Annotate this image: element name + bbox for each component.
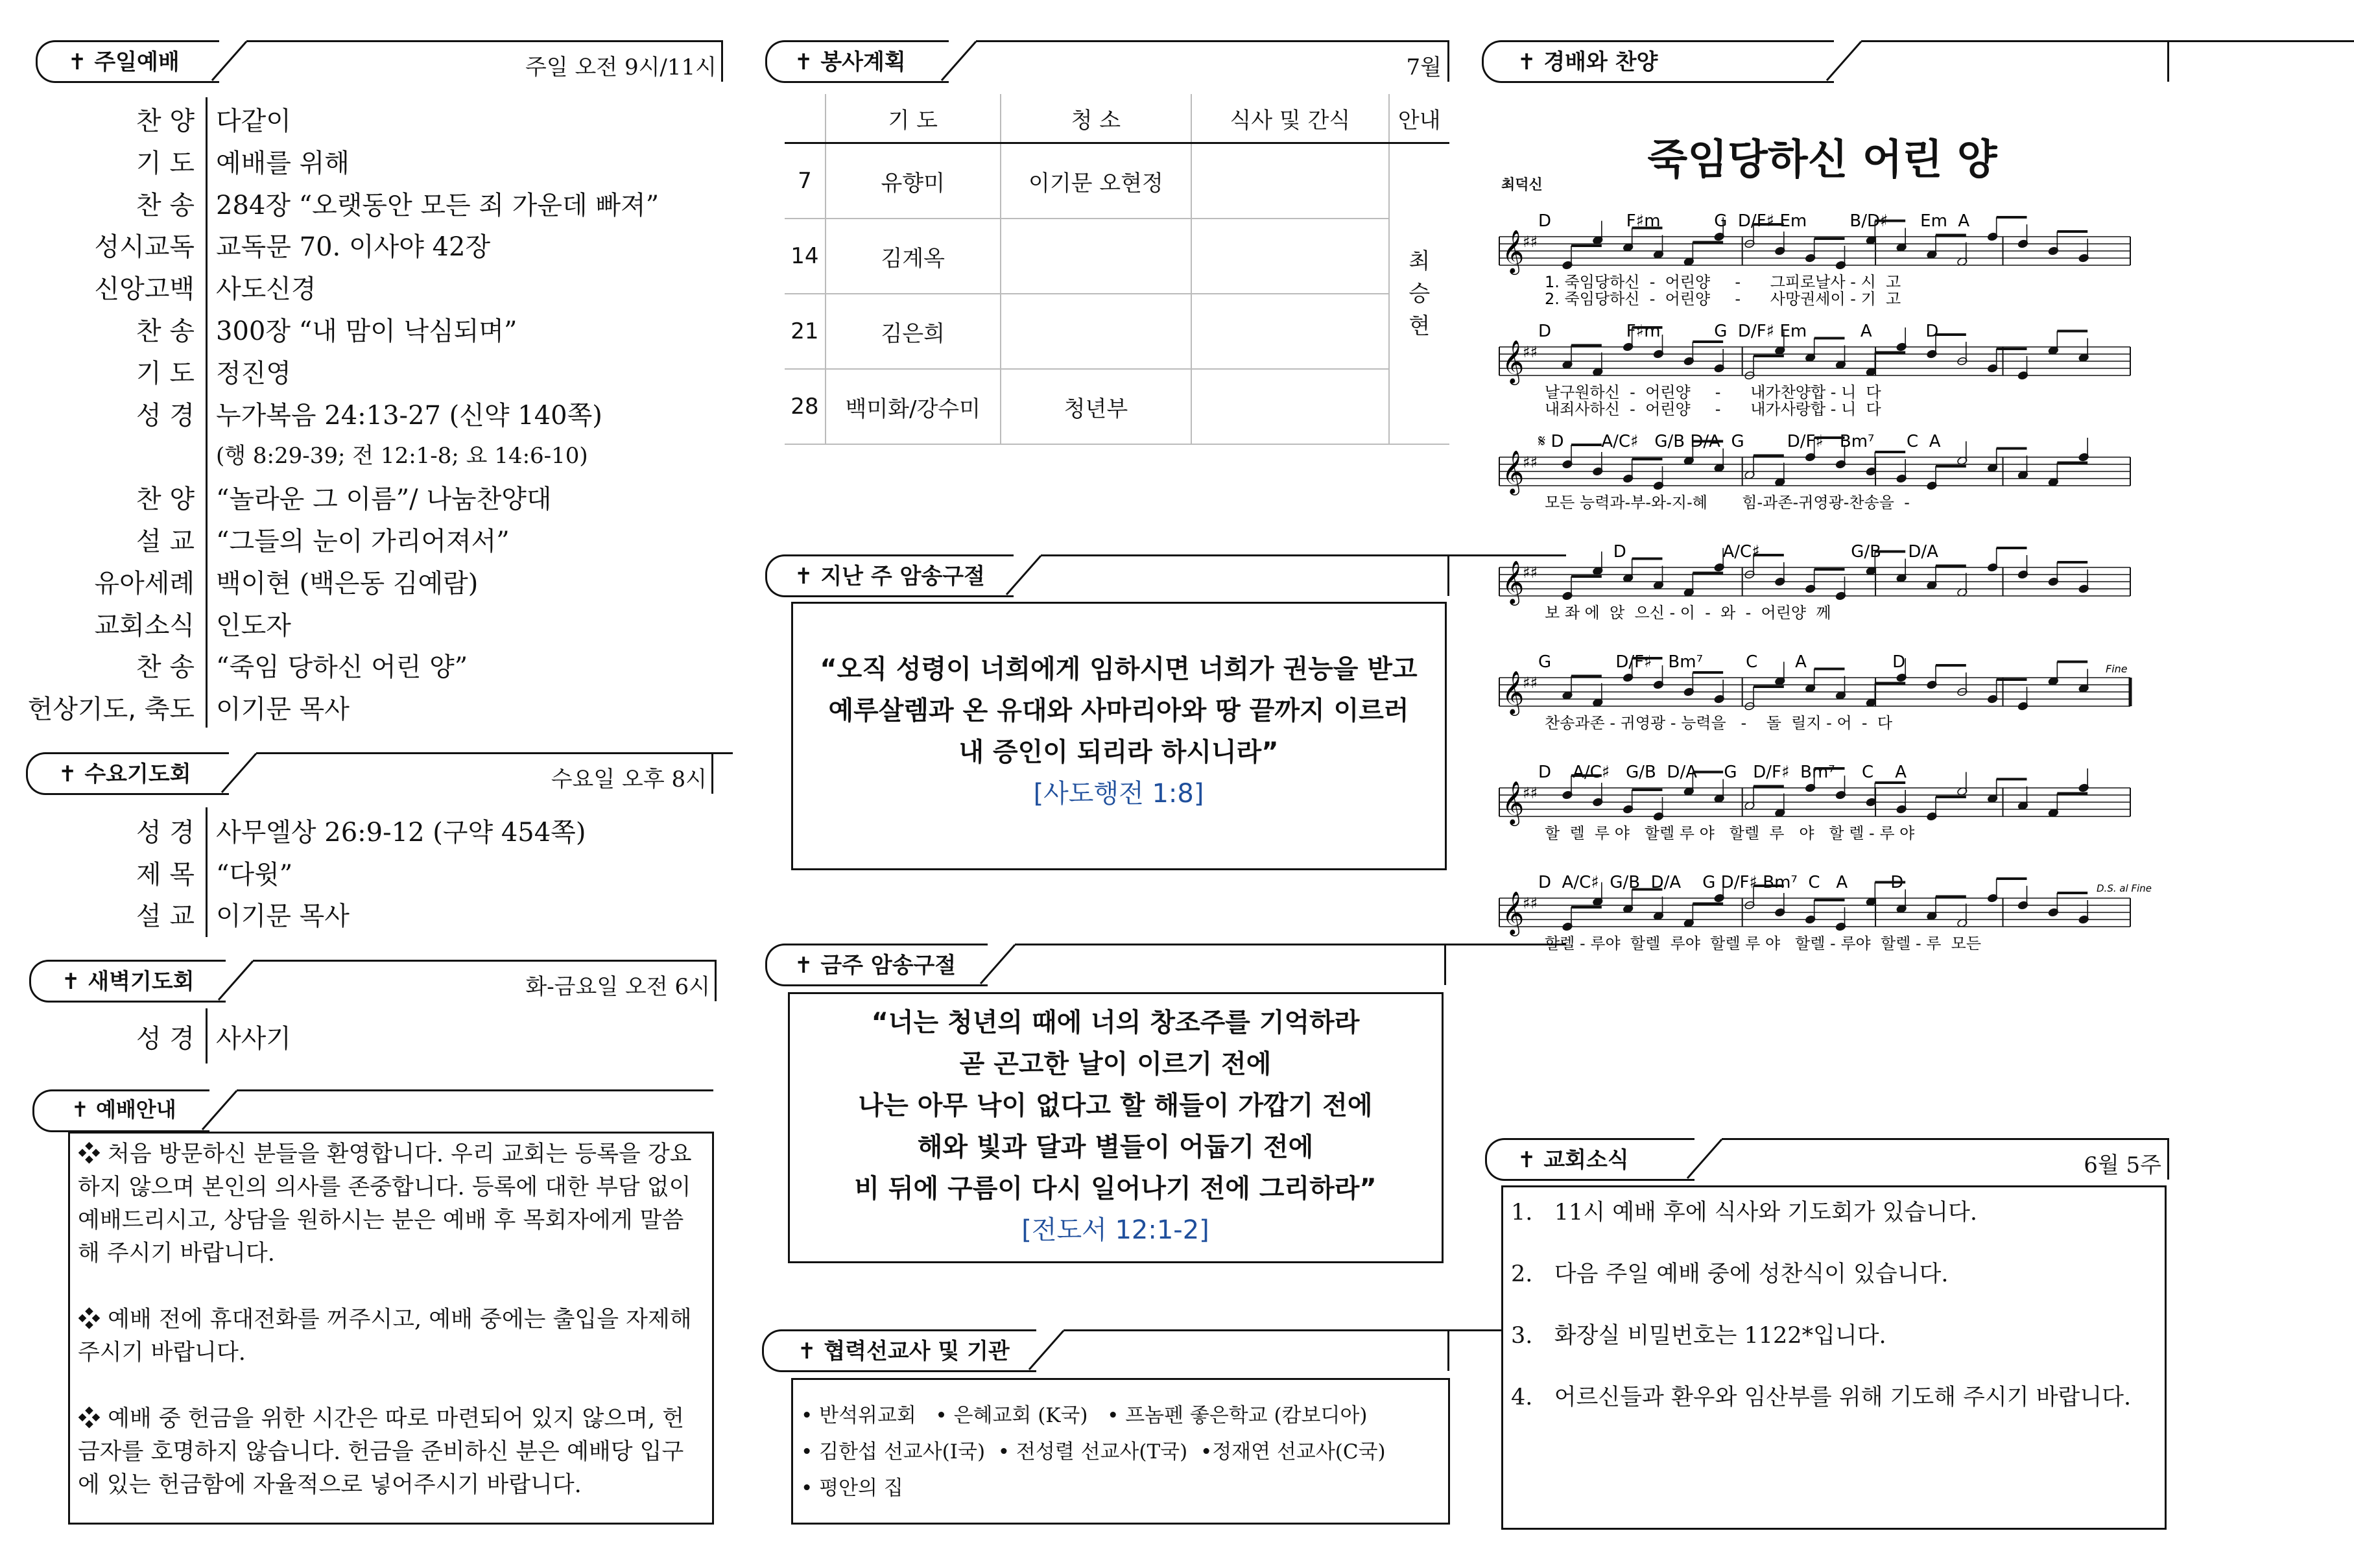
news-item: 4. 어르신들과 환우와 임산부를 위해 기도해 주시기 바랍니다. bbox=[1511, 1384, 2132, 1410]
order-text: 누가복음 24:13-27 (신약 140쪽) bbox=[216, 400, 602, 431]
treble-clef-icon: 𝄞 bbox=[1502, 780, 1525, 824]
lyrics-line: 내죄사하신 - 어린양 - 내가사랑합 - 니 다 bbox=[1545, 400, 1881, 418]
music-staff bbox=[1499, 322, 2130, 418]
key-signature-icon: ♯♯ bbox=[1523, 674, 1538, 692]
news-title: ✝ 교회소식 bbox=[1517, 1147, 1629, 1173]
order-label: 찬 양 bbox=[136, 484, 195, 515]
order-label: 유아세례 bbox=[94, 568, 195, 599]
last-verse-header bbox=[765, 554, 1449, 596]
wednesday-title: ✝ 수요기도회 bbox=[58, 761, 191, 787]
key-signature-icon: ♯♯ bbox=[1523, 233, 1538, 251]
this-verse-ref: [전도서 12:1-2] bbox=[1021, 1215, 1209, 1245]
treble-clef-icon: 𝄞 bbox=[1502, 449, 1525, 493]
guide-line: 예배드리시고, 상담을 원하시는 분은 예배 후 목회자에게 말씀 bbox=[78, 1207, 684, 1233]
verse-line: 내 증인이 되리라 하시니라” bbox=[958, 737, 1279, 767]
order-label: 신앙고백 bbox=[94, 274, 195, 305]
verse-line: “너는 청년의 때에 너의 창조주를 기억하라 bbox=[871, 1008, 1360, 1038]
service-table bbox=[785, 94, 1449, 445]
dawn-header bbox=[29, 960, 717, 1001]
order-text: 이기문 목사 bbox=[216, 695, 350, 725]
wednesday-header bbox=[26, 752, 713, 794]
key-signature-icon: ♯♯ bbox=[1523, 343, 1538, 361]
music-staff bbox=[1499, 211, 2130, 308]
service-cell-clean bbox=[1001, 219, 1192, 294]
chord-symbols: D A/C♯ G/B D/A G D/F♯ Bm⁷ C A bbox=[1538, 763, 1907, 782]
service-row bbox=[785, 143, 1449, 219]
fine-mark: Fine bbox=[2106, 663, 2128, 675]
order-text: 284장 “오랫동안 모든 죄 가운데 빠져” bbox=[216, 190, 660, 220]
news-item: 1. 11시 예배 후에 식사와 기도회가 있습니다. bbox=[1511, 1200, 1978, 1226]
chord-symbols: D F♯m G D/F♯ Em A D bbox=[1538, 322, 1939, 341]
service-cell-prayer: 김은희 bbox=[826, 294, 1001, 369]
treble-clef-icon: 𝄞 bbox=[1502, 670, 1525, 714]
guide-title: ✝ 예배안내 bbox=[71, 1097, 176, 1122]
chord-symbols: D A/C♯ G/B D/A bbox=[1538, 542, 1938, 562]
music-staff bbox=[1499, 432, 2130, 512]
order-label: 기 도 bbox=[136, 148, 195, 178]
mission-line: • 김한섭 선교사(I국) • 전성렬 선교사(T국) •정재연 선교사(C국) bbox=[801, 1440, 1386, 1464]
order-text: 사사기 bbox=[216, 1024, 291, 1054]
service-row bbox=[785, 369, 1449, 444]
treble-clef-icon: 𝄞 bbox=[1502, 560, 1525, 604]
order-text: “다윗” bbox=[216, 859, 293, 890]
service-cell-meal bbox=[1191, 369, 1388, 444]
col-prayer: 기 도 bbox=[826, 94, 1001, 143]
this-verse-title: ✝ 금주 암송구절 bbox=[794, 953, 957, 979]
lyrics-line: 보 좌 에 앉 으신 - 이 - 와 - 어린양 께 bbox=[1545, 604, 1831, 622]
service-cell-prayer: 김계옥 bbox=[826, 219, 1001, 294]
order-text: “그들의 눈이 가리어져서” bbox=[216, 527, 510, 556]
order-text: 사무엘상 26:9-12 (구약 454쪽) bbox=[216, 818, 586, 848]
service-title: ✝ 봉사계획 bbox=[794, 49, 906, 75]
guide-paragraph bbox=[78, 1303, 713, 1370]
last-verse-title: ✝ 지난 주 암송구절 bbox=[794, 564, 985, 589]
service-month: 7월 bbox=[1406, 54, 1442, 80]
guide-paragraph bbox=[78, 1138, 713, 1270]
order-text: 예배를 위해 bbox=[216, 148, 350, 178]
guide-line: ❖ 예배 전에 휴대전화를 꺼주시고, 예배 중에는 출입을 자제해 bbox=[78, 1307, 692, 1333]
this-verse-header bbox=[765, 944, 1449, 985]
key-signature-icon: ♯♯ bbox=[1523, 784, 1538, 802]
order-label: 성 경 bbox=[136, 818, 195, 848]
guide-line: 하지 않으며 본인의 의사를 존중합니다. 등록에 대한 부담 없이 bbox=[78, 1174, 691, 1200]
service-cell-day: 21 bbox=[785, 294, 826, 369]
music-staff bbox=[1499, 873, 2130, 953]
guide-person-char: 승 bbox=[1409, 281, 1431, 307]
news-item: 2. 다음 주일 예배 중에 성찬식이 있습니다. bbox=[1511, 1261, 1949, 1287]
guide-person-char: 최 bbox=[1409, 248, 1431, 274]
order-label: 헌상기도, 축도 bbox=[27, 695, 195, 725]
missions-list bbox=[801, 1397, 1443, 1506]
col-guide: 안내 bbox=[1389, 94, 1449, 143]
lyrics-line: 날구원하신 - 어린양 - 내가찬양합 - 니 다 bbox=[1545, 383, 1881, 401]
verse-line: 나는 아무 낙이 없다고 할 해들이 가깝기 전에 bbox=[858, 1091, 1373, 1121]
service-cell-day: 7 bbox=[785, 143, 826, 219]
order-label: 성 경 bbox=[136, 400, 195, 431]
key-signature-icon: ♯♯ bbox=[1523, 894, 1538, 912]
order-text: 백이현 (백은동 김예람) bbox=[216, 568, 479, 599]
music-staff bbox=[1499, 542, 2130, 622]
lyrics-line: 할렐 - 루야 할렐 루야 할렐 루 야 할렐 - 루야 할렐 - 루 모든 bbox=[1545, 934, 1982, 953]
verse-line: 해와 빛과 달과 별들이 어둡기 전에 bbox=[917, 1132, 1314, 1162]
service-guide-person bbox=[1389, 143, 1449, 445]
missions-header bbox=[762, 1329, 1449, 1371]
order-label: 설 교 bbox=[136, 901, 195, 931]
col-meal: 식사 및 간식 bbox=[1191, 94, 1388, 143]
lyrics-line: 2. 죽임당하신 - 어린양 - 사망권세이 - 기 고 bbox=[1545, 290, 1901, 308]
service-cell-meal bbox=[1191, 219, 1388, 294]
verse-line: 곧 곤고한 날이 이르기 전에 bbox=[959, 1049, 1272, 1079]
guide-person-char: 현 bbox=[1409, 313, 1431, 339]
chord-symbols: D A/C♯ G/B D/A G D/F♯ Bm⁷ C A D bbox=[1538, 873, 1904, 892]
guide-text bbox=[78, 1138, 713, 1535]
service-cell-meal bbox=[1191, 294, 1388, 369]
service-cell-clean: 청년부 bbox=[1001, 369, 1192, 444]
lyrics-line: 1. 죽임당하신 - 어린양 - 그피로날사 - 시 고 bbox=[1545, 273, 1901, 291]
order-label: 성 경 bbox=[136, 1024, 195, 1054]
guide-line: 에 있는 헌금함에 자율적으로 넣어주시기 바랍니다. bbox=[78, 1472, 582, 1498]
service-row bbox=[785, 294, 1449, 369]
dawn-title: ✝ 새벽기도회 bbox=[62, 969, 195, 995]
verse-line: “오직 성령이 너희에게 임하시면 너희가 권능을 받고 bbox=[820, 654, 1418, 684]
order-label: 제 목 bbox=[136, 859, 195, 890]
news-date: 6월 5주 bbox=[2084, 1152, 2161, 1178]
service-cell-clean: 이기문 오현정 bbox=[1001, 143, 1192, 219]
dawn-time: 화-금요일 오전 6시 bbox=[525, 974, 710, 1000]
sunday-header bbox=[36, 40, 723, 82]
wednesday-time: 수요일 오후 8시 bbox=[551, 766, 707, 792]
verse-line: 예루살렘과 온 유대와 사마리아와 땅 끝까지 이르러 bbox=[828, 696, 1409, 726]
this-verse-text bbox=[791, 1002, 1440, 1251]
mission-line: • 평안의 집 bbox=[801, 1477, 903, 1500]
treble-clef-icon: 𝄞 bbox=[1502, 339, 1525, 383]
order-text: “놀라운 그 이름”/ 나눔찬양대 bbox=[216, 484, 552, 515]
order-text: 다같이 bbox=[216, 106, 291, 136]
key-signature-icon: ♯♯ bbox=[1523, 564, 1538, 582]
order-text: “죽임 당하신 어린 양” bbox=[216, 652, 468, 683]
service-cell-prayer: 유향미 bbox=[826, 143, 1001, 219]
lyrics-line: 할 렐 루 야 할렐 루 야 할렐 루 야 할 렐 - 루 야 bbox=[1545, 824, 1915, 842]
service-cell-meal bbox=[1191, 143, 1388, 219]
lyrics-line: 모든 능력과-부-와-지-혜 힘-과존-귀영광-찬송을 - bbox=[1545, 493, 1910, 512]
treble-clef-icon: 𝄞 bbox=[1502, 890, 1525, 934]
order-label: 찬 송 bbox=[136, 316, 195, 346]
order-label: 찬 송 bbox=[136, 190, 195, 220]
news-item: 3. 화장실 비밀번호는 1122*입니다. bbox=[1511, 1323, 1886, 1349]
service-cell-prayer: 백미화/강수미 bbox=[826, 369, 1001, 444]
chord-symbols: 𝄋 D A/C♯ G/B D/A G D/F♯ Bm⁷ C A bbox=[1538, 432, 1941, 451]
chord-symbols: D F♯m G D/F♯ Em B/D♯ Em A bbox=[1538, 211, 1970, 231]
service-cell-day: 28 bbox=[785, 369, 826, 444]
sheet-music bbox=[1492, 195, 2152, 979]
news-header bbox=[1485, 1138, 2169, 1180]
lyrics-line: 찬송과존 - 귀영광 - 능력을 - 돌 릴지 - 어 - 다 bbox=[1545, 714, 1893, 732]
order-label: 찬 송 bbox=[136, 652, 195, 683]
order-label: 성시교독 bbox=[94, 232, 195, 263]
guide-line: 금자를 호명하지 않습니다. 헌금을 준비하신 분은 예배당 입구 bbox=[78, 1439, 684, 1465]
order-text: 정진영 bbox=[216, 358, 291, 388]
sunday-time: 주일 오전 9시/11시 bbox=[525, 54, 717, 80]
ds-mark: D.S. al Fine bbox=[2097, 883, 2152, 894]
guide-header bbox=[32, 1089, 713, 1131]
news-list bbox=[1511, 1196, 2153, 1443]
col-day bbox=[785, 94, 826, 143]
song-composer: 최덕신 bbox=[1501, 177, 1543, 193]
order-label: 교회소식 bbox=[94, 610, 195, 641]
chord-symbols: G D/F♯ Bm⁷ C A D bbox=[1538, 652, 1906, 672]
order-label: 찬 양 bbox=[136, 106, 195, 136]
praise-header bbox=[1482, 40, 2169, 82]
order-text: (행 8:29-39; 전 12:1-8; 요 14:6-10) bbox=[216, 443, 588, 469]
sunday-title: ✝ 주일예배 bbox=[68, 49, 180, 75]
service-cell-day: 14 bbox=[785, 219, 826, 294]
last-verse-text bbox=[794, 648, 1443, 814]
guide-paragraph bbox=[78, 1403, 713, 1502]
order-text: 교독문 70. 이사야 42장 bbox=[216, 232, 491, 263]
guide-line: 주시기 바랍니다. bbox=[78, 1340, 246, 1366]
col-clean: 청 소 bbox=[1001, 94, 1192, 143]
music-staff bbox=[1499, 763, 2130, 842]
treble-clef-icon: 𝄞 bbox=[1502, 229, 1525, 273]
order-text: 인도자 bbox=[216, 610, 291, 641]
missions-title: ✝ 협력선교사 및 기관 bbox=[798, 1338, 1010, 1364]
order-label: 기 도 bbox=[136, 358, 195, 388]
praise-title: ✝ 경배와 찬양 bbox=[1517, 49, 1658, 75]
guide-line: ❖ 예배 중 헌금을 위한 시간은 따로 마련되어 있지 않으며, 헌 bbox=[78, 1406, 685, 1432]
last-verse-ref: [사도행전 1:8] bbox=[1033, 779, 1204, 809]
music-staff bbox=[1499, 652, 2130, 732]
service-header bbox=[765, 40, 1449, 82]
service-cell-clean bbox=[1001, 294, 1192, 369]
guide-line: 해 주시기 바랍니다. bbox=[78, 1241, 275, 1266]
guide-line: ❖ 처음 방문하신 분들을 환영합니다. 우리 교회는 등록을 강요 bbox=[78, 1141, 692, 1167]
service-row bbox=[785, 219, 1449, 294]
order-text: 이기문 목사 bbox=[216, 901, 350, 931]
order-text: 사도신경 bbox=[216, 274, 316, 305]
verse-line: 비 뒤에 구름이 다시 일어나기 전에 그리하라” bbox=[854, 1174, 1377, 1204]
order-text: 300장 “내 맘이 낙심되며” bbox=[216, 316, 517, 346]
key-signature-icon: ♯♯ bbox=[1523, 453, 1538, 471]
order-label: 설 교 bbox=[136, 527, 195, 556]
song-title: 죽임당하신 어린 양 bbox=[1647, 136, 1997, 184]
mission-line: • 반석위교회 • 은혜교회 (K국) • 프놈펜 좋은학교 (캄보디아) bbox=[801, 1404, 1368, 1427]
